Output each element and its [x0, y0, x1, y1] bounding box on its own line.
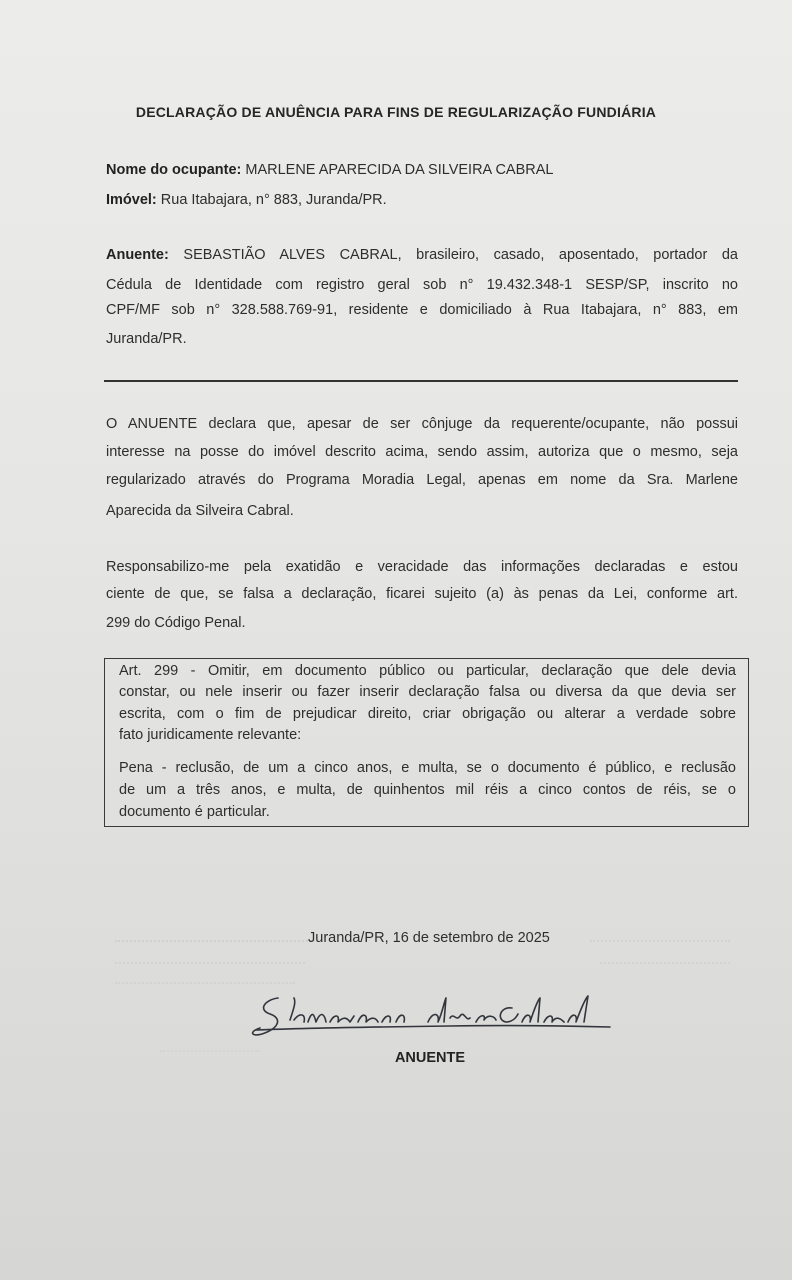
separator-rule [104, 380, 738, 382]
imovel-value: Rua Itabajara, n° 883, Juranda/PR. [156, 192, 387, 208]
place-date: Juranda/PR, 16 de setembro de 2025 [308, 930, 550, 946]
article-line-1: Art. 299 - Omitir, em documento público ou particular, declaração que dele devia [119, 663, 736, 679]
anuente-line-1 [106, 247, 738, 263]
document-title: DECLARAÇÃO DE ANUÊNCIA PARA FINS DE REGULARIZAÇÃO FUNDIÁRIA [135, 104, 657, 120]
declaration-line-4: Aparecida da Silveira Cabral. [106, 503, 294, 519]
article-299-box [104, 658, 749, 827]
imovel-line [106, 192, 738, 208]
article-line-2: constar, ou nele inserir ou fazer inserir declaração falsa ou diversa da que devia ser [119, 684, 736, 700]
signer-role: ANUENTE [394, 1050, 466, 1066]
declaration-line-2: interesse na posse do imóvel descrito acima, sendo assim, autoriza que o mesmo, seja [106, 444, 738, 460]
anuente-line-4: Juranda/PR. [106, 331, 187, 347]
responsibility-line-1: Responsabilizo-me pela exatidão e veracidade das informações declaradas e estou [106, 559, 738, 575]
anuente-line-3: CPF/MF sob n° 328.588.769-91, residente e domiciliado à Rua Itabajara, n° 883, em [106, 302, 738, 318]
declaration-line-3: regularizado através do Programa Moradia Legal, apenas em nome da Sra. Marlene [106, 472, 738, 488]
ocupante-value: MARLENE APARECIDA DA SILVEIRA CABRAL [241, 162, 554, 178]
responsibility-line-2: ciente de que, se falsa a declaração, ficarei sujeito (a) às penas da Lei, conforme art. [106, 586, 738, 602]
ocupante-line [106, 162, 738, 178]
anuente-line-2: Cédula de Identidade com registro geral sob n° 19.432.348-1 SESP/SP, inscrito no [106, 277, 738, 293]
pena-line-1: Pena - reclusão, de um a cinco anos, e multa, se o documento é público, e reclusão [119, 760, 736, 776]
article-line-4: fato juridicamente relevante: [119, 727, 302, 743]
ocupante-label: Nome do ocupante: [106, 162, 242, 178]
article-line-3: escrita, com o fim de prejudicar direito, criar obrigação ou alterar a verdade sobre [119, 706, 736, 722]
imovel-label: Imóvel: [106, 192, 157, 208]
pena-line-3: documento é particular. [119, 804, 270, 820]
declaration-line-1: O ANUENTE declara que, apesar de ser cônjuge da requerente/ocupante, não possui [106, 416, 738, 432]
anuente-text-1: SEBASTIÃO ALVES CABRAL, brasileiro, casado, aposentado, portador da [168, 247, 738, 263]
handwritten-signature [250, 990, 630, 1045]
pena-line-2: de um a três anos, e multa, de quinhentos mil réis a cinco contos de réis, se o [119, 782, 736, 798]
responsibility-line-3: 299 do Código Penal. [106, 615, 246, 631]
anuente-label: Anuente: [106, 247, 169, 263]
